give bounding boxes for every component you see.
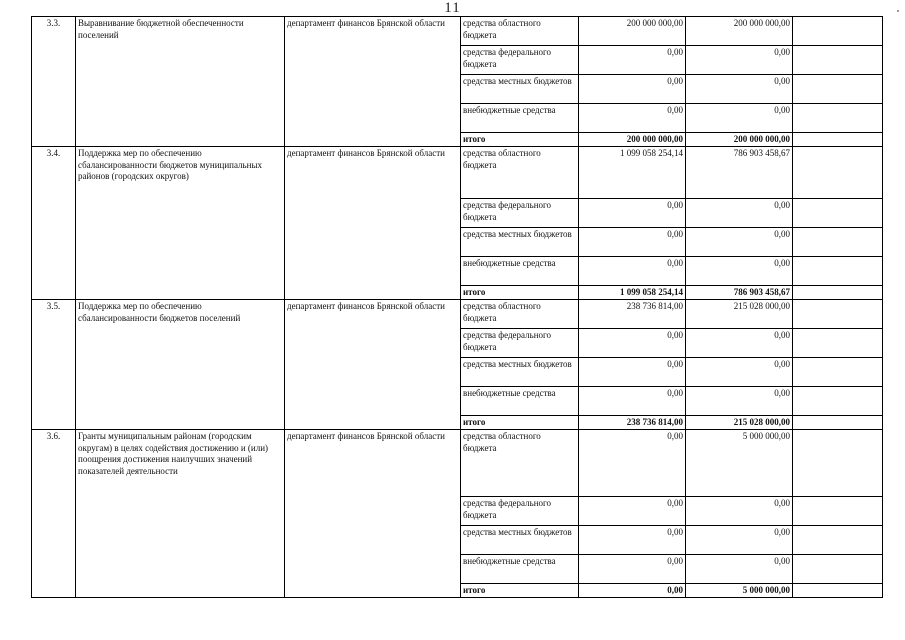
- total-year-2: 5 000 000,00: [686, 584, 793, 598]
- table-row: [32, 300, 883, 329]
- amount-year-1: 238 736 814,00: [579, 300, 686, 329]
- amount-year-1: 0,00: [579, 257, 686, 286]
- executor: департамент финансов Брянской области: [285, 147, 461, 300]
- amount-year-1: 0,00: [579, 526, 686, 555]
- amount-year-1: 0,00: [579, 75, 686, 104]
- total-label: итого: [461, 584, 579, 598]
- empty-cell: [793, 17, 883, 46]
- item-name: Выравнивание бюджетной обеспеченности поселений: [76, 17, 285, 147]
- empty-cell: [793, 497, 883, 526]
- total-year-2: 215 028 000,00: [686, 416, 793, 430]
- amount-year-1: 0,00: [579, 46, 686, 75]
- amount-year-1: 0,00: [579, 358, 686, 387]
- amount-year-1: 0,00: [579, 104, 686, 133]
- table-row: [32, 17, 883, 46]
- total-label: итого: [461, 416, 579, 430]
- amount-year-2: 0,00: [686, 75, 793, 104]
- item-number: 3.4.: [32, 147, 76, 300]
- amount-year-1: 200 000 000,00: [579, 17, 686, 46]
- total-year-1: 238 736 814,00: [579, 416, 686, 430]
- amount-year-2: 0,00: [686, 228, 793, 257]
- table-row: [32, 430, 883, 497]
- amount-year-2: 215 028 000,00: [686, 300, 793, 329]
- empty-cell: [793, 75, 883, 104]
- empty-cell: [793, 147, 883, 199]
- empty-cell: [793, 584, 883, 598]
- amount-year-2: 0,00: [686, 329, 793, 358]
- total-year-2: 786 903 458,67: [686, 286, 793, 300]
- amount-year-2: 0,00: [686, 358, 793, 387]
- total-label: итого: [461, 286, 579, 300]
- executor: департамент финансов Брянской области: [285, 300, 461, 430]
- item-name: Поддержка мер по обеспечению сбалансированности бюджетов муниципальных районов (городских округов): [76, 147, 285, 300]
- amount-year-2: 200 000 000,00: [686, 17, 793, 46]
- amount-year-1: 0,00: [579, 497, 686, 526]
- total-label: итого: [461, 133, 579, 147]
- funding-source: средства областного бюджета: [461, 300, 579, 329]
- amount-year-1: 0,00: [579, 555, 686, 584]
- empty-cell: [793, 46, 883, 75]
- funding-source: средства местных бюджетов: [461, 526, 579, 555]
- amount-year-2: 786 903 458,67: [686, 147, 793, 199]
- table-row: [32, 147, 883, 199]
- empty-cell: [793, 199, 883, 228]
- amount-year-2: 0,00: [686, 46, 793, 75]
- item-name: Гранты муниципальным районам (городским округам) в целях содействия достижению и (или) поощрения достижения наилучших значений показателей деятельности: [76, 430, 285, 598]
- funding-source: средства областного бюджета: [461, 17, 579, 46]
- amount-year-2: 5 000 000,00: [686, 430, 793, 497]
- funding-source: средства федерального бюджета: [461, 199, 579, 228]
- amount-year-2: 0,00: [686, 497, 793, 526]
- funding-source: средства федерального бюджета: [461, 329, 579, 358]
- funding-source: внебюджетные средства: [461, 555, 579, 584]
- amount-year-2: 0,00: [686, 257, 793, 286]
- empty-cell: [793, 358, 883, 387]
- empty-cell: [793, 555, 883, 584]
- empty-cell: [793, 387, 883, 416]
- funding-source: средства местных бюджетов: [461, 358, 579, 387]
- total-year-1: 200 000 000,00: [579, 133, 686, 147]
- empty-cell: [793, 430, 883, 497]
- empty-cell: [793, 329, 883, 358]
- executor: департамент финансов Брянской области: [285, 430, 461, 598]
- total-year-1: 0,00: [579, 584, 686, 598]
- funding-source: средства областного бюджета: [461, 147, 579, 199]
- empty-cell: [793, 228, 883, 257]
- item-number: 3.5.: [32, 300, 76, 430]
- empty-cell: [793, 526, 883, 555]
- amount-year-2: 0,00: [686, 104, 793, 133]
- funding-source: средства областного бюджета: [461, 430, 579, 497]
- funding-source: внебюджетные средства: [461, 387, 579, 416]
- amount-year-1: 0,00: [579, 199, 686, 228]
- funding-source: средства федерального бюджета: [461, 497, 579, 526]
- funding-source: средства местных бюджетов: [461, 75, 579, 104]
- amount-year-1: 1 099 058 254,14: [579, 147, 686, 199]
- budget-table: [31, 16, 883, 598]
- item-name: Поддержка мер по обеспечению сбалансированности бюджетов поселений: [76, 300, 285, 430]
- funding-source: внебюджетные средства: [461, 257, 579, 286]
- amount-year-2: 0,00: [686, 387, 793, 416]
- funding-source: средства местных бюджетов: [461, 228, 579, 257]
- amount-year-1: 0,00: [579, 430, 686, 497]
- total-year-2: 200 000 000,00: [686, 133, 793, 147]
- empty-cell: [793, 257, 883, 286]
- empty-cell: [793, 104, 883, 133]
- empty-cell: [793, 416, 883, 430]
- funding-source: внебюджетные средства: [461, 104, 579, 133]
- funding-source: средства федерального бюджета: [461, 46, 579, 75]
- amount-year-2: 0,00: [686, 526, 793, 555]
- item-number: 3.3.: [32, 17, 76, 147]
- empty-cell: [793, 300, 883, 329]
- item-number: 3.6.: [32, 430, 76, 598]
- total-year-1: 1 099 058 254,14: [579, 286, 686, 300]
- amount-year-1: 0,00: [579, 387, 686, 416]
- executor: департамент финансов Брянской области: [285, 17, 461, 147]
- amount-year-2: 0,00: [686, 199, 793, 228]
- scan-speck: [897, 10, 899, 12]
- amount-year-2: 0,00: [686, 555, 793, 584]
- page-number: 11: [444, 0, 461, 16]
- empty-cell: [793, 286, 883, 300]
- empty-cell: [793, 133, 883, 147]
- amount-year-1: 0,00: [579, 329, 686, 358]
- amount-year-1: 0,00: [579, 228, 686, 257]
